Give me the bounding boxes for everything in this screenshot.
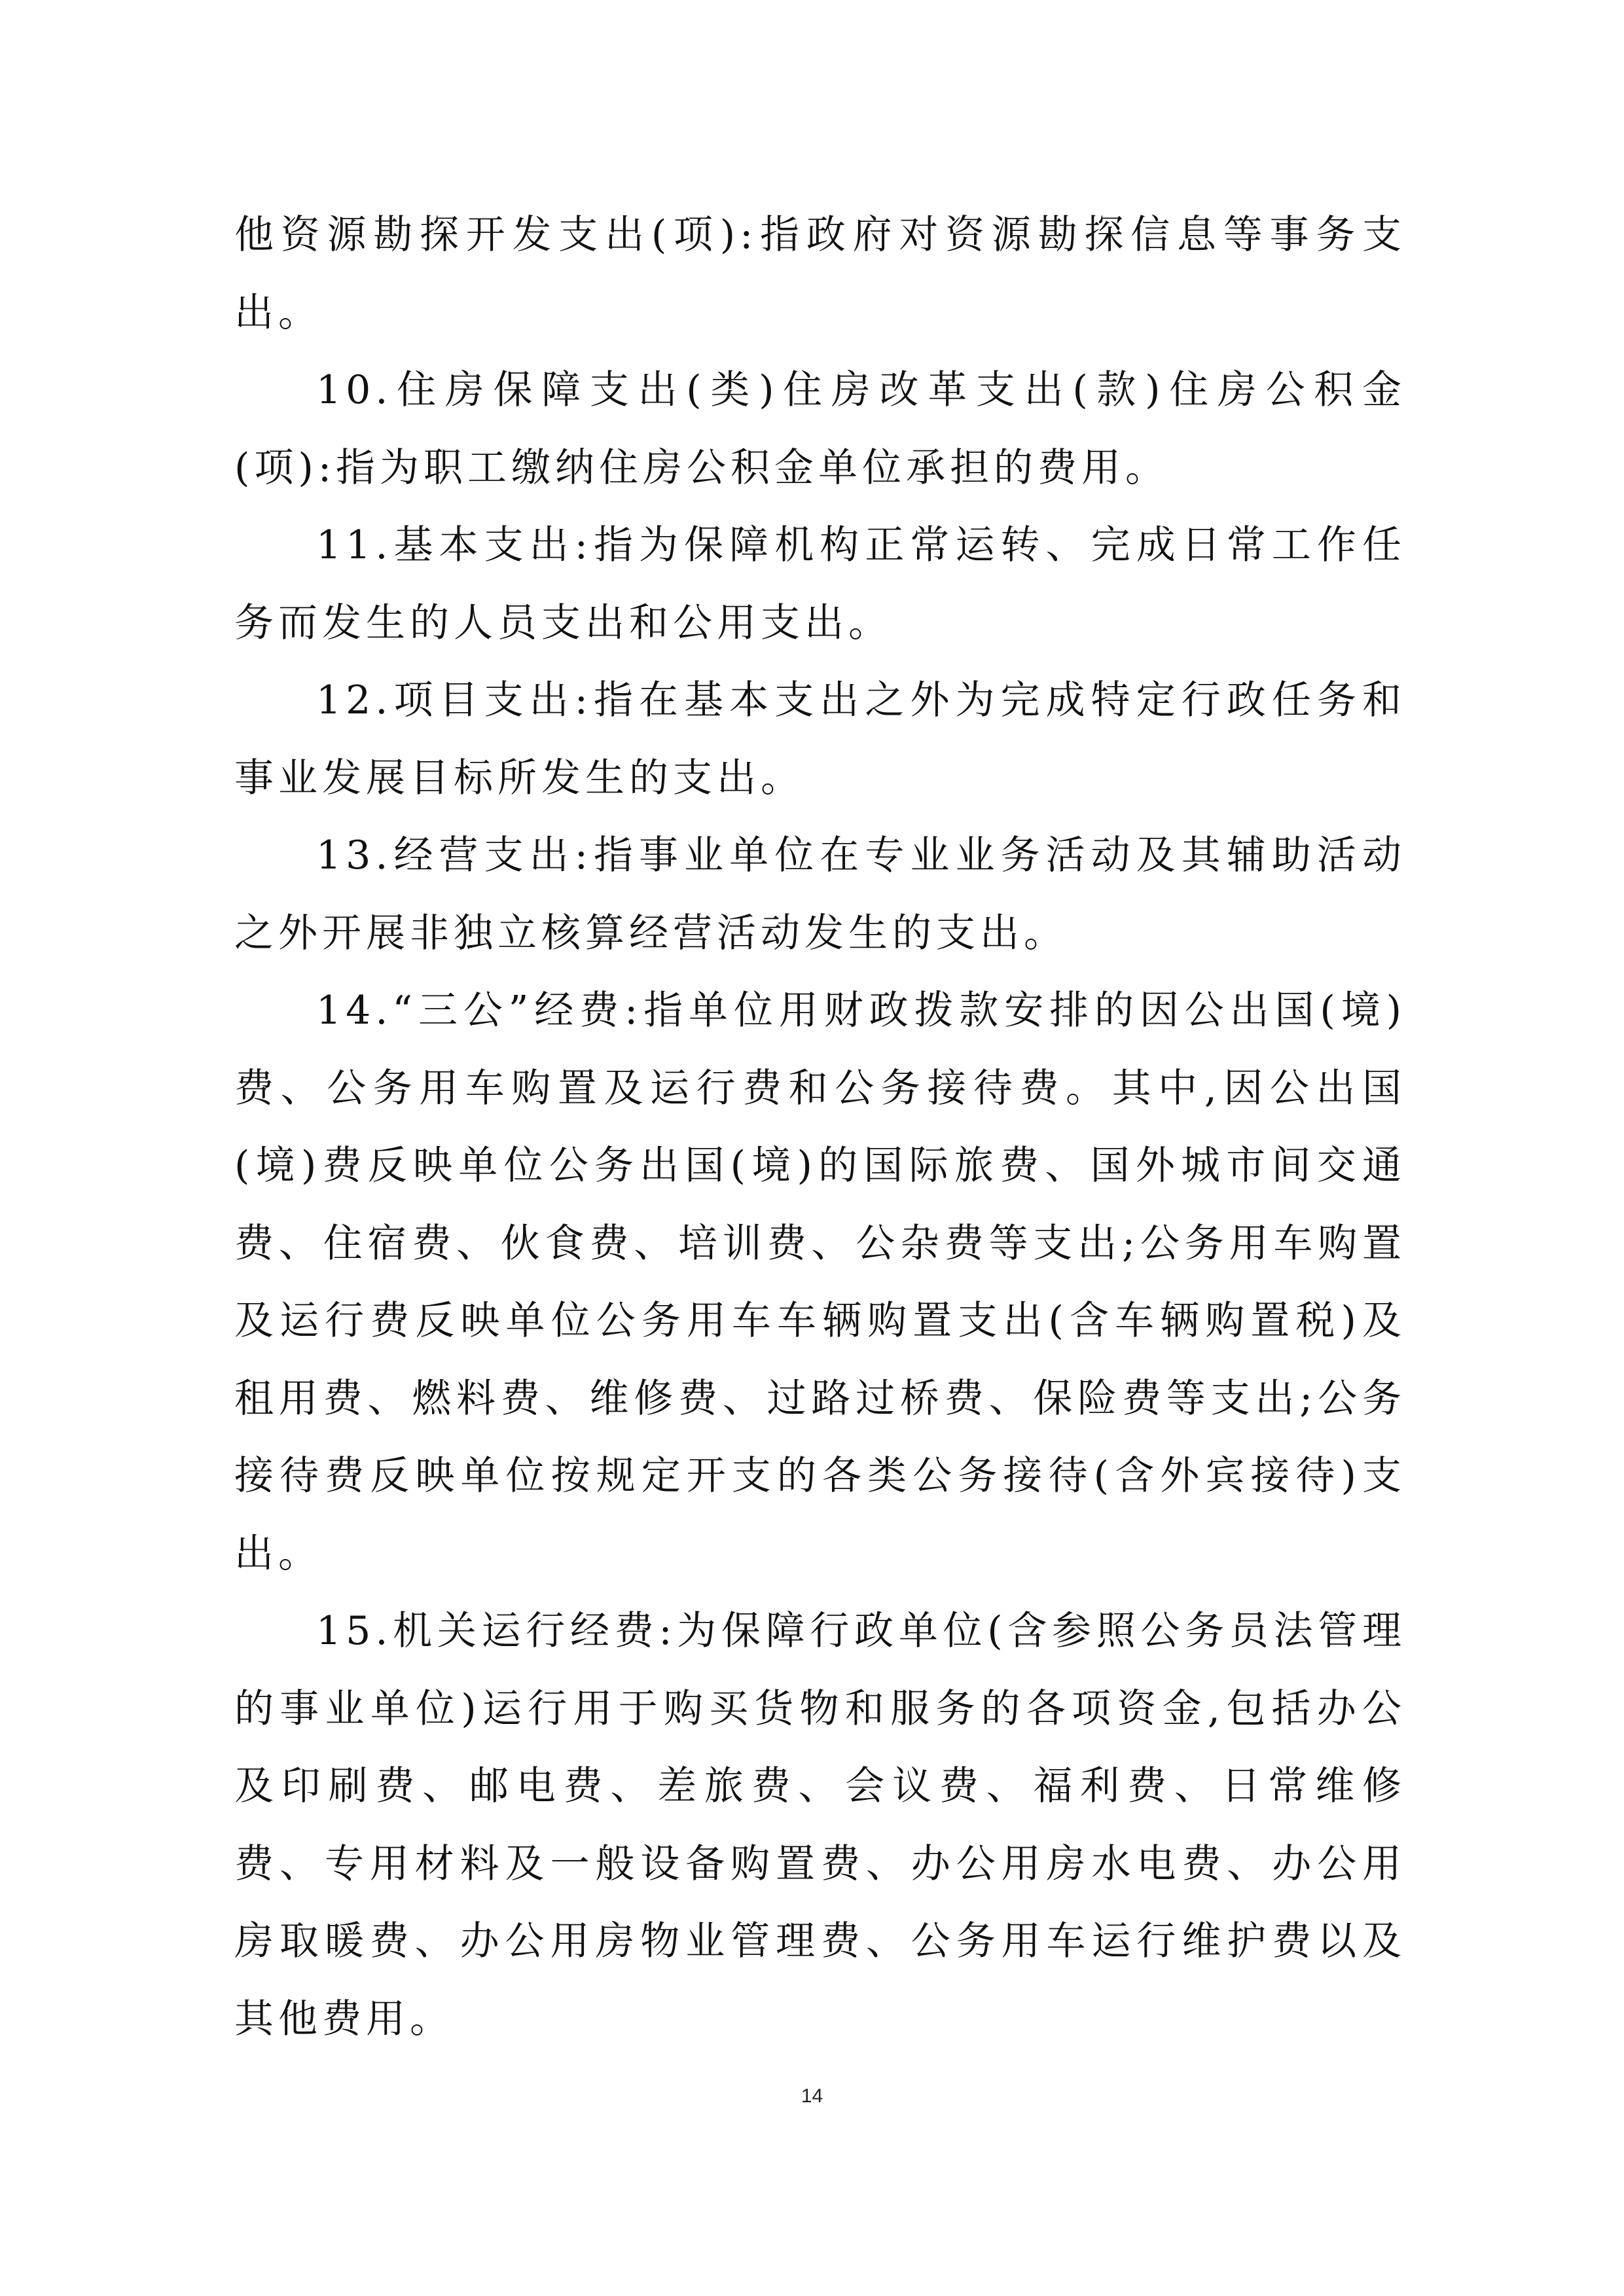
- paragraph-14-three-public-expenses: 14.“三公”经费:指单位用财政拨款安排的因公出国(境)费、公务用车购置及运行费和公务接待费。其中,因公出国(境)费反映单位公务出国(境)的国际旅费、国外城市间交通费、住宿费、伙食费、培训费、公杂费等支出;公务用车购置及运行费反映单位公务用车车辆购置支出(含车辆购置税)及租用费、燃料费、维修费、过路过桥费、保险费等支出;公务接待费反映单位按规定开支的各类公务接待(含外宾接待)支出。: [234, 988, 1406, 1577]
- paragraph-12-project-expenditure: 12.项目支出:指在基本支出之外为完成特定行政任务和事业发展目标所发生的支出。: [234, 677, 1406, 801]
- paragraph-10-housing-security: 10.住房保障支出(类)住房改革支出(款)住房公积金(项):指为职工缴纳住房公积金单位承担的费用。: [234, 367, 1406, 491]
- paragraph-11-basic-expenditure: 11.基本支出:指为保障机构正常运转、完成日常工作任务而发生的人员支出和公用支出。: [234, 522, 1406, 646]
- body-text: [234, 196, 1406, 2058]
- page-number: 14: [801, 2085, 823, 2107]
- paragraph-15-agency-operating-funds: 15.机关运行经费:为保障行政单位(含参照公务员法管理的事业单位)运行用于购买货物和服务的各项资金,包括办公及印刷费、邮电费、差旅费、会议费、福利费、日常维修费、专用材料及一般设备购置费、办公用房水电费、办公用房取暖费、办公用房物业管理费、公务用车运行维护费以及其他费用。: [234, 1608, 1406, 2042]
- paragraph-13-operating-expenditure: 13.经营支出:指事业单位在专业业务活动及其辅助活动之外开展非独立核算经营活动发生的支出。: [234, 833, 1406, 956]
- paragraph-continued-resource-exploration: 他资源勘探开发支出(项):指政府对资源勘探信息等事务支出。: [234, 212, 1406, 336]
